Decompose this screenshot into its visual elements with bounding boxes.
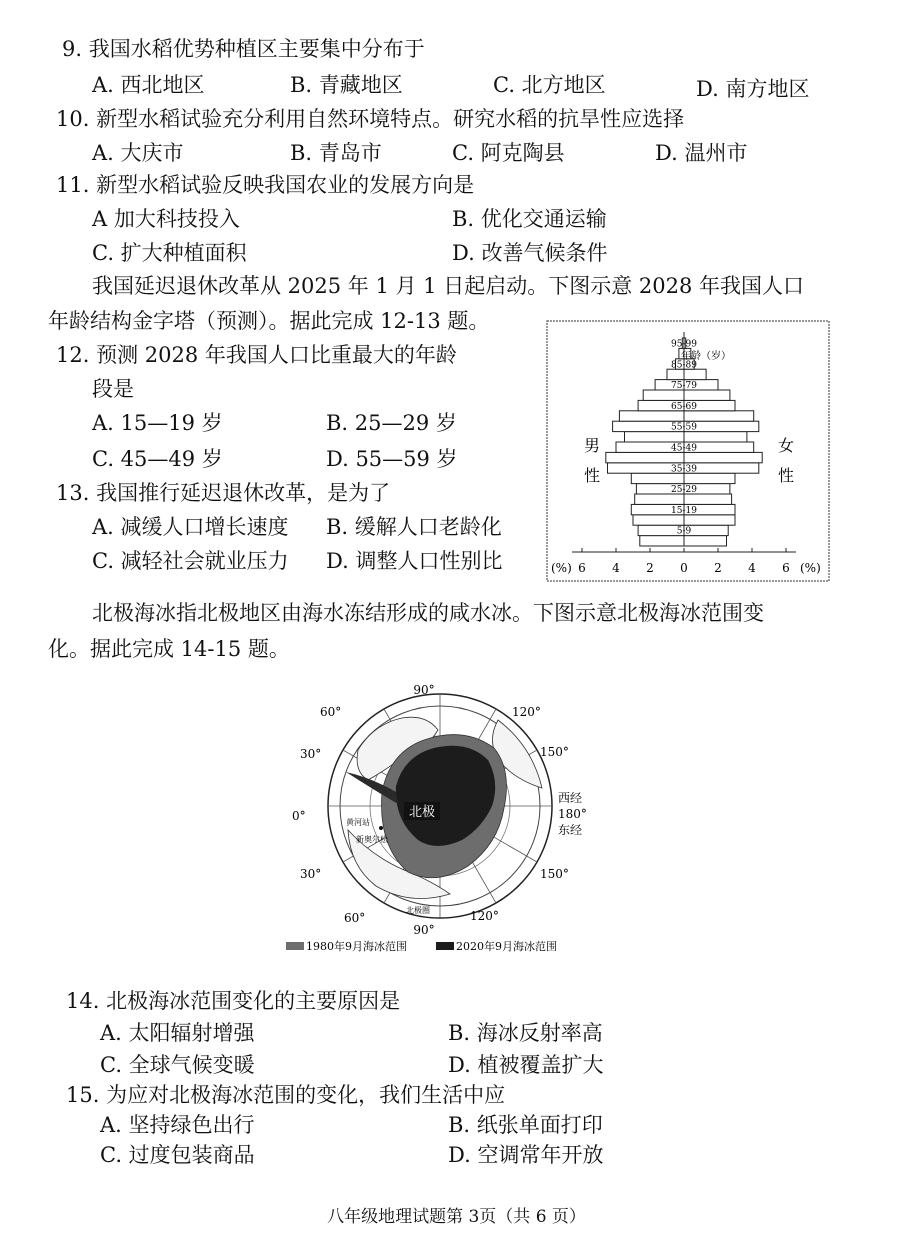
bar-male-50-54 <box>625 432 685 442</box>
arctic-sea-ice-map <box>286 680 596 958</box>
q9-option-d: D. 南方地区 <box>696 77 810 101</box>
x-tick-label-3: 0 <box>680 561 688 575</box>
intro-12-13-line2: 年龄结构金字塔（预测）。据此完成 12-13 题。 <box>48 309 490 333</box>
x-tick-label-1: 4 <box>612 561 620 575</box>
category-label-75-79: 75-79 <box>671 381 697 392</box>
q12-stem-line1: 12. 预测 2028 年我国人口比重最大的年龄 <box>56 343 457 367</box>
lon-label-left: 0° <box>292 809 306 823</box>
q15-option-c: C. 过度包装商品 <box>100 1143 255 1167</box>
huanghe-station-label: 黄河站 <box>346 818 370 827</box>
right-label-1: 女 <box>778 436 795 455</box>
lon-label-lower-right: 120° <box>470 909 499 923</box>
q15-option-d: D. 空调常年开放 <box>448 1143 604 1167</box>
q11-stem: 11. 新型水稻试验反映我国农业的发展方向是 <box>56 173 475 197</box>
x-tick-label-6: 6 <box>782 561 790 575</box>
ny-alesund-label: 新奥尔松 <box>356 835 388 844</box>
q11-option-d: D. 改善气候条件 <box>452 241 608 265</box>
lon-label-bottom: 90° <box>413 923 435 937</box>
q13-option-c: C. 减轻社会就业压力 <box>92 549 289 573</box>
q12-option-c: C. 45—49 岁 <box>92 447 223 471</box>
lon-label-left-upper: 30° <box>300 747 322 761</box>
page-footer: 八年级地理试题第 3页（共 6 页） <box>327 1207 586 1227</box>
q13-option-d: D. 调整人口性别比 <box>326 549 503 573</box>
category-label-25-29: 25-29 <box>671 485 697 496</box>
legend-swatch-1980 <box>286 942 304 950</box>
left-label-2: 性 <box>584 466 601 485</box>
population-pyramid-chart <box>546 320 830 582</box>
bar-male-30-34 <box>631 473 684 483</box>
q11-option-b: B. 优化交通运输 <box>452 207 607 231</box>
x-unit-left: (%) <box>551 561 572 575</box>
intro-12-13-line1: 我国延迟退休改革从 2025 年 1 月 1 日起启动。下图示意 2028 年我国人口 <box>92 274 805 298</box>
bar-female-50-54 <box>684 432 747 442</box>
bar-male-0-4 <box>640 536 684 546</box>
category-label-55-59: 55-59 <box>671 422 697 433</box>
x-unit-right: (%) <box>800 561 821 575</box>
q14-option-b: B. 海冰反射率高 <box>448 1021 603 1045</box>
q15-stem: 15. 为应对北极海冰范围的变化，我们生活中应 <box>66 1083 506 1107</box>
x-tick-label-5: 4 <box>748 561 756 575</box>
bar-female-80-84 <box>684 369 706 379</box>
q9-option-a: A. 西北地区 <box>92 73 205 97</box>
lon-label-upper-left: 60° <box>320 705 342 719</box>
bar-male-10-14 <box>633 515 684 525</box>
x-tick-label-4: 2 <box>714 561 722 575</box>
q10-option-a: A. 大庆市 <box>92 141 184 165</box>
q9-option-b: B. 青藏地区 <box>290 73 403 97</box>
q12-stem-line2: 段是 <box>92 377 134 401</box>
bar-female-10-14 <box>684 515 735 525</box>
q14-option-d: D. 植被覆盖扩大 <box>448 1053 604 1077</box>
q11-option-a: A 加大科技投入 <box>92 207 240 231</box>
q15-option-a: A. 坚持绿色出行 <box>100 1113 255 1137</box>
q14-option-c: C. 全球气候变暖 <box>100 1053 255 1077</box>
bar-female-70-74 <box>684 390 730 400</box>
west-longitude-label: 西经 <box>558 791 583 805</box>
x-tick-label-2: 2 <box>646 561 654 575</box>
bar-male-60-64 <box>619 411 684 421</box>
q12-option-a: A. 15—19 岁 <box>92 411 223 435</box>
x-tick-label-0: 6 <box>578 561 586 575</box>
bar-female-40-44 <box>684 452 762 462</box>
intro-14-15-line1: 北极海冰指北极地区由海水冻结形成的咸水冰。下图示意北极海冰范围变 <box>92 601 764 625</box>
category-label-95-99: 95-99 <box>671 339 697 350</box>
q13-option-a: A. 减缓人口增长速度 <box>92 515 289 539</box>
bar-female-60-64 <box>684 411 754 421</box>
q12-option-b: B. 25—29 岁 <box>326 411 457 435</box>
q9-stem: 9. 我国水稻优势种植区主要集中分布于 <box>62 37 425 61</box>
legend-swatch-2020 <box>436 942 454 950</box>
bar-male-20-24 <box>635 494 684 504</box>
bar-female-0-4 <box>684 536 727 546</box>
bar-male-70-74 <box>643 390 684 400</box>
category-label-15-19: 15-19 <box>671 505 697 516</box>
bar-male-80-84 <box>667 369 684 379</box>
q14-option-a: A. 太阳辐射增强 <box>100 1021 255 1045</box>
q10-stem: 10. 新型水稻试验充分利用自然环境特点。研究水稻的抗旱性应选择 <box>56 107 685 131</box>
category-label-45-49: 45-49 <box>671 443 697 454</box>
category-label-85-89: 85-89 <box>671 360 697 371</box>
category-label-65-69: 65-69 <box>671 401 697 412</box>
q10-option-c: C. 阿克陶县 <box>452 141 565 165</box>
lon-label-upper-right: 120° <box>512 705 541 719</box>
lon-label-right-upper: 150° <box>540 745 569 759</box>
north-pole-label: 北极 <box>408 805 436 820</box>
q11-option-c: C. 扩大种植面积 <box>92 241 247 265</box>
right-label-2: 性 <box>778 466 795 485</box>
lon-180-label: 180° <box>558 807 587 821</box>
arctic-circle-label: 北极圈 <box>406 906 430 915</box>
lon-label-top: 90° <box>413 683 435 697</box>
lon-label-left-lower: 30° <box>300 867 322 881</box>
legend-label-2020: 2020年9月海冰范围 <box>456 940 557 953</box>
q15-option-b: B. 纸张单面打印 <box>448 1113 603 1137</box>
east-longitude-label: 东经 <box>558 823 583 837</box>
bar-female-20-24 <box>684 494 732 504</box>
y-axis-label: 年龄（岁） <box>681 351 731 362</box>
station-marker <box>379 826 383 830</box>
q12-option-d: D. 55—59 岁 <box>326 447 458 471</box>
bar-female-30-34 <box>684 473 735 483</box>
q10-option-d: D. 温州市 <box>655 141 748 165</box>
q10-option-b: B. 青岛市 <box>290 141 382 165</box>
legend-label-1980: 1980年9月海冰范围 <box>306 940 407 953</box>
category-label-35-39: 35-39 <box>671 464 697 475</box>
left-label-1: 男 <box>584 436 601 455</box>
q9-option-c: C. 北方地区 <box>493 73 606 97</box>
q13-stem: 13. 我国推行延迟退休改革，是为了 <box>56 481 391 505</box>
lon-label-lower-left: 60° <box>344 911 366 925</box>
lon-label-right-lower: 150° <box>540 867 569 881</box>
category-label-5-9: 5-9 <box>676 526 692 537</box>
intro-14-15-line2: 化。据此完成 14-15 题。 <box>48 637 290 661</box>
q13-option-b: B. 缓解人口老龄化 <box>326 515 502 539</box>
bar-male-40-44 <box>606 452 684 462</box>
q14-stem: 14. 北极海冰范围变化的主要原因是 <box>66 989 401 1013</box>
